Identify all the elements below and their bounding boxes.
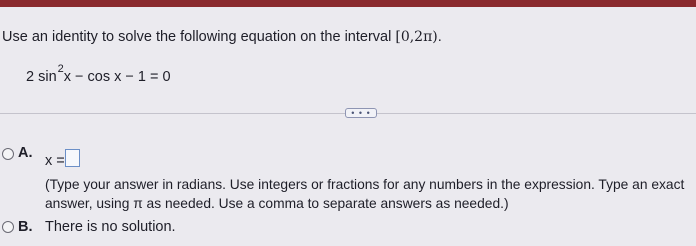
option-a-letter: A. bbox=[18, 145, 33, 161]
question-prompt bbox=[2, 29, 442, 45]
option-b-text: There is no solution. bbox=[45, 219, 176, 235]
option-b-letter: B. bbox=[18, 219, 33, 235]
equation-part1: 2 sin bbox=[26, 68, 57, 85]
equation-exponent: 2 bbox=[57, 63, 64, 75]
question-period: . bbox=[437, 29, 442, 45]
option-b-radio[interactable] bbox=[2, 221, 14, 233]
answer-instructions: (Type your answer in radians. Use integers or fractions for any numbers in the expression. Type an exact answer, using π as needed. Use a comma to separate answers as needed.) bbox=[45, 177, 685, 211]
top-accent-bar bbox=[0, 0, 696, 7]
expand-more-button[interactable] bbox=[345, 108, 377, 118]
question-text: Use an identity to solve the following equation on the interval bbox=[2, 29, 392, 45]
option-a-lhs: x = bbox=[45, 153, 65, 169]
more-dots-icon: • • • bbox=[351, 107, 371, 118]
answer-input-box[interactable] bbox=[65, 149, 80, 167]
interval: [0,2π) bbox=[395, 29, 438, 45]
equation bbox=[26, 63, 171, 85]
equation-part2: x − cos x − 1 = 0 bbox=[63, 68, 171, 85]
option-a-radio[interactable] bbox=[2, 148, 14, 160]
